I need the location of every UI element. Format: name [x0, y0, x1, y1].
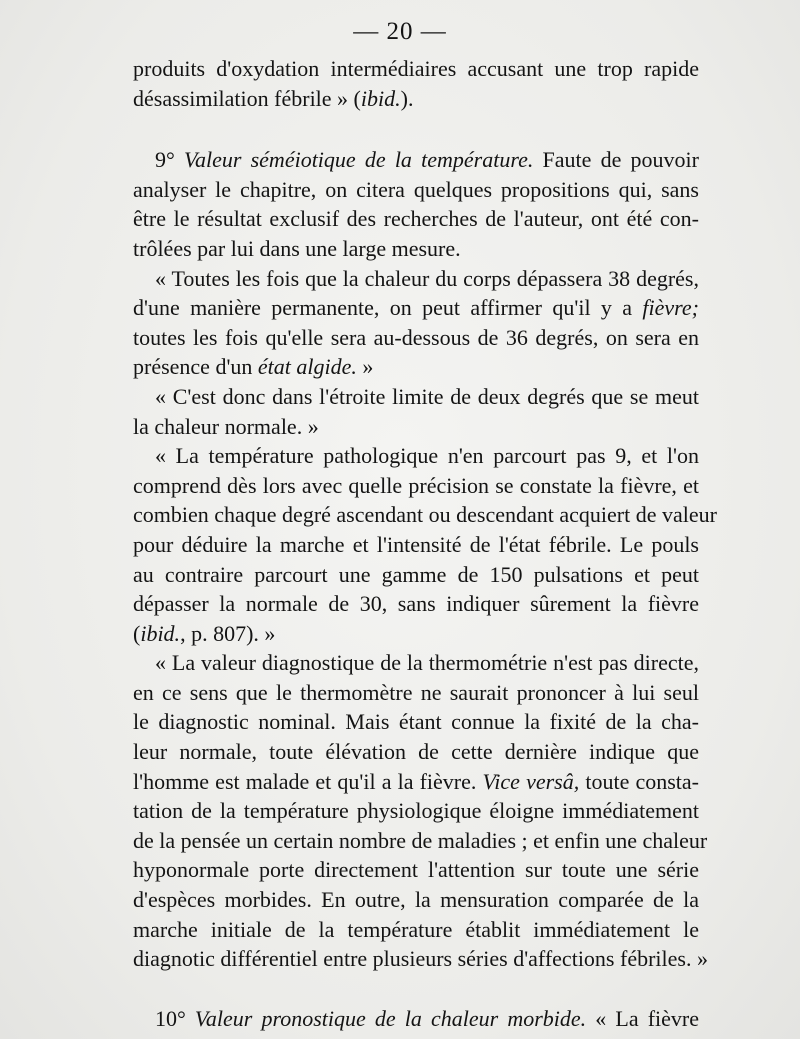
text-line: diagnotic différentiel entre plusieurs séries d'affections fébriles. »	[133, 946, 708, 972]
text-line: être le résultat exclusif des recherches de l'auteur, ont été con-	[133, 206, 699, 232]
text-line: la chaleur normale. »	[133, 413, 319, 439]
paragraph-gap	[133, 974, 699, 1004]
text-line: « C'est donc dans l'étroite limite de deux degrés que se meut	[155, 383, 699, 409]
italic-text: Valeur séméiotique de la température.	[183, 147, 534, 173]
text-line: présence d'un état algide. »	[133, 354, 374, 380]
text-line: 10° Valeur pronostique de la chaleur morbide. « La fièvre	[155, 1005, 700, 1031]
italic-text: ibid.	[360, 85, 401, 111]
paragraph	[133, 1004, 699, 1034]
text-line: pour déduire la marche et l'intensité de l'état fébrile. Le pouls	[133, 531, 699, 557]
text-line: « La valeur diagnostique de la thermométrie n'est pas directe,	[155, 650, 699, 676]
paragraph	[133, 648, 708, 974]
text-line: toutes les fois qu'elle sera au-dessous de 36 degrés, on sera en	[133, 324, 699, 350]
italic-text: Vice versâ,	[482, 768, 580, 794]
text-line: le diagnostic nominal. Mais étant connue la fixité de la cha-	[133, 709, 699, 735]
text-line: hyponormale porte directement l'attention sur toute une série	[133, 857, 699, 883]
text-line: leur normale, toute élévation de cette dernière indique que	[133, 739, 699, 765]
text-line: (ibid., p. 807). »	[133, 620, 276, 646]
italic-text: fièvre;	[642, 295, 699, 321]
text-line: de la pensée un certain nombre de maladies ; et enfin une chaleur	[133, 827, 708, 853]
text-line: désassimilation fébrile » (ibid.).	[133, 85, 414, 111]
text-line: dépasser la normale de 30, sans indiquer sûrement la fièvre	[133, 591, 699, 617]
text-line: l'homme est malade et qu'il a la fièvre. Vice versâ, toute consta-	[133, 768, 699, 794]
text-line: 9° Valeur séméiotique de la température. Faute de pouvoir	[155, 147, 699, 173]
paragraph-gap	[133, 113, 699, 145]
text-line: trôlées par lui dans une large mesure.	[133, 235, 461, 261]
paragraph	[133, 441, 717, 648]
text-line: combien chaque degré ascendant ou descendant acquiert de valeur	[133, 502, 717, 528]
italic-text: Valeur pronostique de la chaleur morbide.	[194, 1005, 587, 1031]
text-line: « Toutes les fois que la chaleur du corps dépassera 38 degrés,	[155, 265, 699, 291]
text-line: au contraire parcourt une gamme de 150 pulsations et peut	[133, 561, 699, 587]
paragraph	[133, 264, 699, 382]
text-line: en ce sens que le thermomètre ne saurait prononcer à lui seul	[133, 679, 699, 705]
text-line: « La température pathologique n'en parcourt pas 9, et l'on	[155, 443, 699, 469]
italic-text: état algide.	[257, 354, 357, 380]
text-line: tation de la température physiologique éloigne immédiatement	[133, 798, 699, 824]
paragraph	[133, 145, 699, 263]
text-line: analyser le chapitre, on citera quelques propositions qui, sans	[133, 176, 699, 202]
text-line: produits d'oxydation intermédiaires accusant une trop rapide	[133, 56, 699, 81]
paragraph	[133, 382, 699, 441]
paragraph	[133, 54, 699, 113]
page-number: — 20 —	[353, 18, 447, 45]
text-line: comprend dès lors avec quelle précision se constate la fièvre, et	[133, 472, 699, 498]
text-line: d'une manière permanente, on peut affirmer qu'il y a fièvre;	[133, 295, 699, 321]
text-line: d'espèces morbides. En outre, la mensuration comparée de la	[133, 887, 699, 913]
text-line: marche initiale de la température établit immédiatement le	[133, 916, 699, 942]
body-text	[133, 54, 717, 1033]
italic-text: ibid.	[140, 620, 181, 646]
